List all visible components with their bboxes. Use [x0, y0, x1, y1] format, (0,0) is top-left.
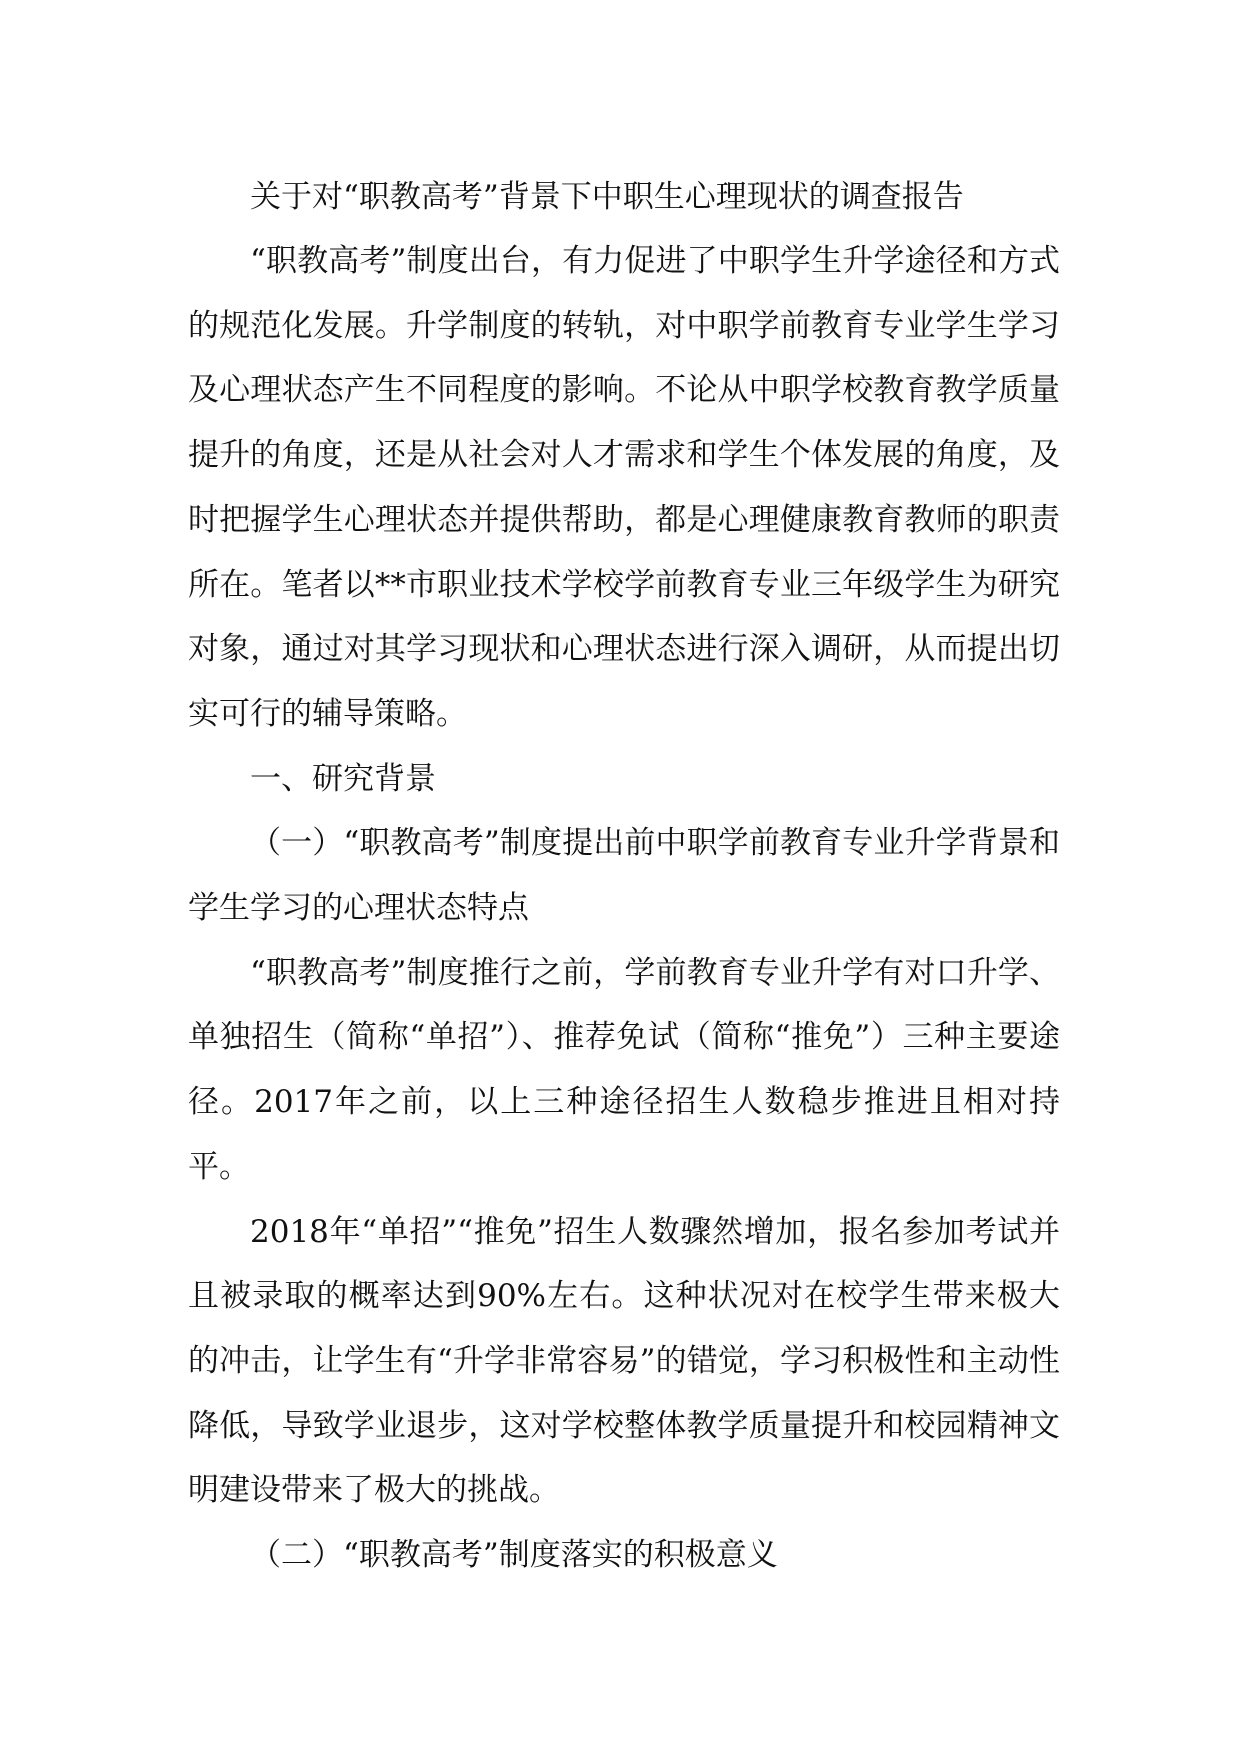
body-paragraph-1: “职教高考”制度推行之前，学前教育专业升学有对口升学、单独招生（简称“单招”）、推荐免试（简称“推免”）三种主要途径。2017年之前，以上三种途径招生人数稳步推进且相对持平。	[188, 954, 1060, 1185]
document-page	[188, 165, 1060, 1588]
section-heading-research-background: 一、研究背景	[250, 760, 436, 797]
document-title: 关于对“职教高考”背景下中职生心理现状的调查报告	[250, 179, 964, 215]
subsection-heading-1: （一）“职教高考”制度提出前中职学前教育专业升学背景和学生学习的心理状态特点	[188, 825, 1060, 927]
intro-paragraph: “职教高考”制度出台，有力促进了中职学生升学途径和方式的规范化发展。升学制度的转轨，对中职学前教育专业学生学习及心理状态产生不同程度的影响。不论从中职学校教育教学质量提升的角度，还是从社会对人才需求和学生个体发展的角度，及时把握学生心理状态并提供帮助，都是心理健康教育教师的职责所在。笔者以**市职业技术学校学前教育专业三年级学生为研究对象，通过对其学习现状和心理状态进行深入调研，从而提出切实可行的辅导策略。	[188, 243, 1060, 732]
subsection-heading-2: （二）“职教高考”制度落实的积极意义	[250, 1537, 778, 1574]
body-paragraph-2: 2018年“单招”“推免”招生人数骤然增加，报名参加考试并且被录取的概率达到90%左右。这种状况对在校学生带来极大的冲击，让学生有“升学非常容易”的错觉，学习积极性和主动性降低，导致学业退步，这对学校整体教学质量提升和校园精神文明建设带来了极大的挑战。	[188, 1213, 1060, 1509]
